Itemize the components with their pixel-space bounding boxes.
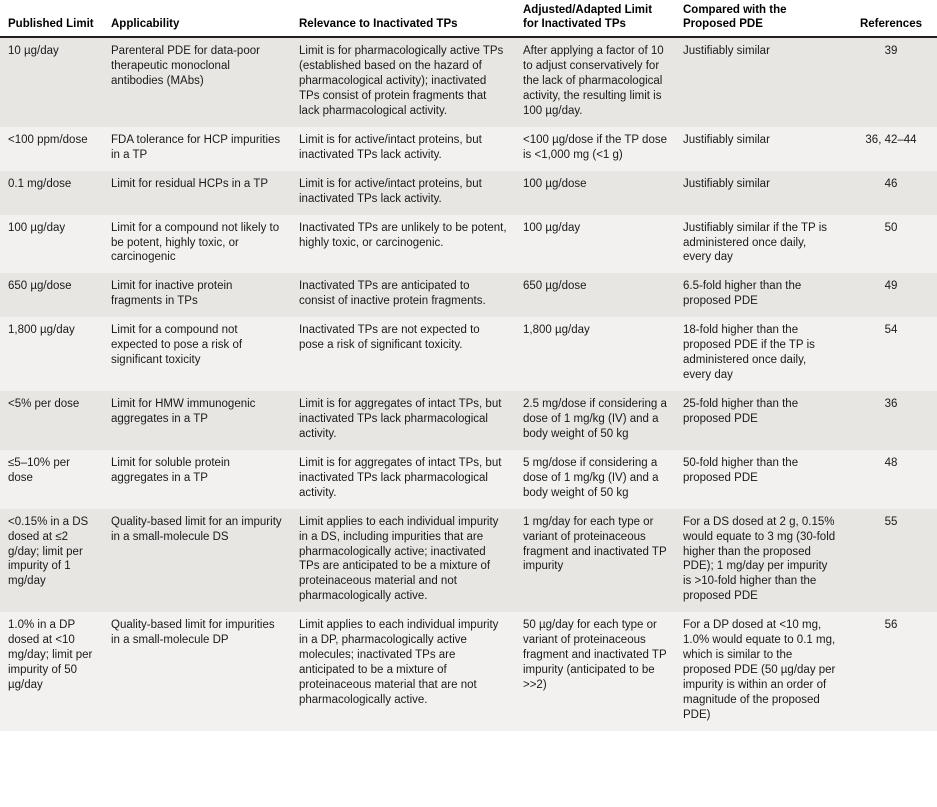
table-row	[0, 612, 937, 731]
cell-applicability: Limit for residual HCPs in a TP	[111, 177, 269, 190]
column-header-compared-pde	[675, 0, 845, 37]
column-header-relevance	[291, 0, 515, 37]
cell-adjusted-limit: 650 µg/dose	[523, 280, 587, 293]
cell-applicability: Limit for soluble protein aggregates in a TP	[111, 456, 230, 484]
cell-published-limit: <0.15% in a DS dosed at ≤2 g/day; limit per impurity of 1 mg/day	[8, 515, 89, 588]
cell-relevance: Limit is for pharmacologically active TPs (established based on the hazard of pharmacological activity); inactivated TPs consist of protein fragments that lack pharmacological activity.	[299, 45, 504, 117]
cell-published-limit: ≤5–10% per dose	[8, 456, 70, 484]
cell-compared-pde: 25-fold higher than the proposed PDE	[683, 398, 799, 425]
cell-applicability: FDA tolerance for HCP impurities in a TP	[111, 133, 281, 161]
cell-applicability: Limit for inactive protein fragments in TPs	[111, 280, 233, 308]
table-header-row	[0, 0, 937, 37]
cell-relevance: Inactivated TPs are not expected to pose a risk of significant toxicity.	[299, 324, 480, 352]
cell-references: 39	[884, 45, 898, 58]
cell-relevance: Limit is for active/intact proteins, but inactivated TPs lack activity.	[299, 133, 482, 161]
cell-adjusted-limit: <100 µg/dose if the TP dose is <1,000 mg (<1 g)	[523, 133, 667, 161]
table-row	[0, 509, 937, 613]
table-row	[0, 391, 937, 450]
cell-relevance: Inactivated TPs are unlikely to be potent, highly toxic, or carcinogenic.	[299, 221, 507, 249]
cell-references: 36, 42–44	[865, 133, 917, 146]
cell-compared-pde: 50-fold higher than the proposed PDE	[683, 456, 799, 484]
table-row	[0, 273, 937, 317]
cell-published-limit: 1.0% in a DP dosed at <10 mg/day; limit per impurity of 50 µg/day	[8, 619, 93, 691]
cell-applicability: Quality-based limit for impurities in a small-molecule DP	[111, 619, 275, 647]
cell-applicability: Quality-based limit for an impurity in a small-molecule DS	[111, 515, 282, 543]
table-row	[0, 171, 937, 215]
cell-references: 55	[884, 515, 898, 528]
cell-compared-pde: For a DP dosed at <10 mg, 1.0% would equate to 0.1 mg, which is similar to the proposed PDE (50 µg/day per impurity is within an order of magnitude of the proposed PDE)	[683, 619, 836, 721]
cell-applicability: Limit for a compound not likely to be potent, highly toxic, or carcinogenic	[111, 221, 280, 264]
table-row	[0, 127, 937, 171]
cell-applicability: Limit for HMW immunogenic aggregates in a TP	[111, 398, 256, 425]
cell-adjusted-limit: 1,800 µg/day	[523, 324, 590, 337]
cell-compared-pde: Justifiably similar if the TP is administered once daily, every day	[683, 221, 828, 264]
column-header-relevance-label: Relevance to Inactivated TPs	[299, 17, 458, 30]
cell-references: 54	[884, 324, 898, 337]
column-header-published-limit	[0, 0, 103, 37]
table-row	[0, 37, 937, 127]
cell-published-limit: 10 µg/day	[8, 45, 59, 58]
column-header-compared-pde-label: Compared with the Proposed PDE	[683, 4, 787, 30]
table-row	[0, 215, 937, 274]
cell-adjusted-limit: After applying a factor of 10 to adjust conservatively for the lack of pharmacological activity, the resulting limit is 100 µg/day.	[523, 45, 664, 117]
cell-adjusted-limit: 100 µg/dose	[523, 177, 587, 190]
column-header-adjusted-limit-label: Adjusted/Adapted Limit for Inactivated TPs	[523, 4, 653, 30]
table-row	[0, 317, 937, 391]
column-header-applicability	[103, 0, 291, 37]
cell-relevance: Limit is for aggregates of intact TPs, but inactivated TPs lack pharmacological activity.	[299, 398, 502, 440]
cell-compared-pde: 6.5-fold higher than the proposed PDE	[683, 280, 802, 308]
cell-references: 50	[884, 221, 898, 234]
cell-references: 49	[884, 280, 898, 293]
cell-relevance: Limit applies to each individual impurity in a DS, including impurities that are pharmacologically active; inactivated TPs are anticipated to be a mixture of proteinaceous material and not pharmacologically active.	[299, 515, 499, 603]
cell-compared-pde: 18-fold higher than the proposed PDE if the TP is administered once daily, every day	[683, 324, 815, 382]
cell-references: 46	[884, 177, 898, 190]
cell-applicability: Parenteral PDE for data-poor therapeutic monoclonal antibodies (MAbs)	[111, 45, 260, 87]
cell-relevance: Limit is for active/intact proteins, but inactivated TPs lack activity.	[299, 177, 482, 205]
cell-adjusted-limit: 5 mg/dose if considering a dose of 1 mg/kg (IV) and a body weight of 50 kg	[523, 456, 659, 499]
cell-compared-pde: Justifiably similar	[683, 133, 770, 146]
cell-published-limit: <5% per dose	[8, 398, 80, 410]
column-header-references-label: References	[859, 17, 922, 30]
column-header-adjusted-limit	[515, 0, 675, 37]
cell-compared-pde: Justifiably similar	[683, 45, 770, 58]
cell-relevance: Limit is for aggregates of intact TPs, but inactivated TPs lack pharmacological activity.	[299, 456, 502, 499]
table-row	[0, 450, 937, 509]
column-header-applicability-label: Applicability	[111, 17, 180, 30]
cell-published-limit: 650 µg/dose	[8, 280, 72, 293]
column-header-references	[845, 0, 937, 37]
cell-adjusted-limit: 100 µg/day	[523, 221, 581, 234]
cell-adjusted-limit: 2.5 mg/dose if considering a dose of 1 mg/kg (IV) and a body weight of 50 kg	[523, 398, 667, 440]
cell-applicability: Limit for a compound not expected to pose a risk of significant toxicity	[111, 324, 243, 367]
cell-compared-pde: For a DS dosed at 2 g, 0.15% would equate to 3 mg (30-fold higher than the proposed PDE); 1 mg/day per impurity is >10-fold higher than the proposed PDE	[683, 515, 836, 603]
cell-references: 56	[884, 619, 898, 632]
table-body	[0, 37, 937, 731]
cell-references: 48	[884, 456, 898, 469]
cell-adjusted-limit: 1 mg/day for each type or variant of proteinaceous fragment and inactivated TP impurity	[523, 515, 667, 573]
cell-references: 36	[884, 398, 898, 410]
cell-published-limit: 100 µg/day	[8, 221, 66, 234]
table-header	[0, 0, 937, 37]
cell-relevance: Inactivated TPs are anticipated to consist of inactive protein fragments.	[299, 280, 486, 308]
cell-relevance: Limit applies to each individual impurity in a DP, pharmacologically active molecules; inactivated TPs are anticipated to be a mixture of proteinaceous material that are not pharmacologically active.	[299, 619, 499, 706]
cell-published-limit: <100 ppm/dose	[8, 133, 88, 146]
cell-published-limit: 1,800 µg/day	[8, 324, 75, 337]
cell-compared-pde: Justifiably similar	[683, 177, 770, 190]
column-header-published-limit-label: Published Limit	[8, 17, 94, 30]
cell-published-limit: 0.1 mg/dose	[8, 177, 72, 190]
cell-adjusted-limit: 50 µg/day for each type or variant of proteinaceous fragment and inactivated TP impurity (anticipated to be >>2)	[523, 619, 667, 691]
